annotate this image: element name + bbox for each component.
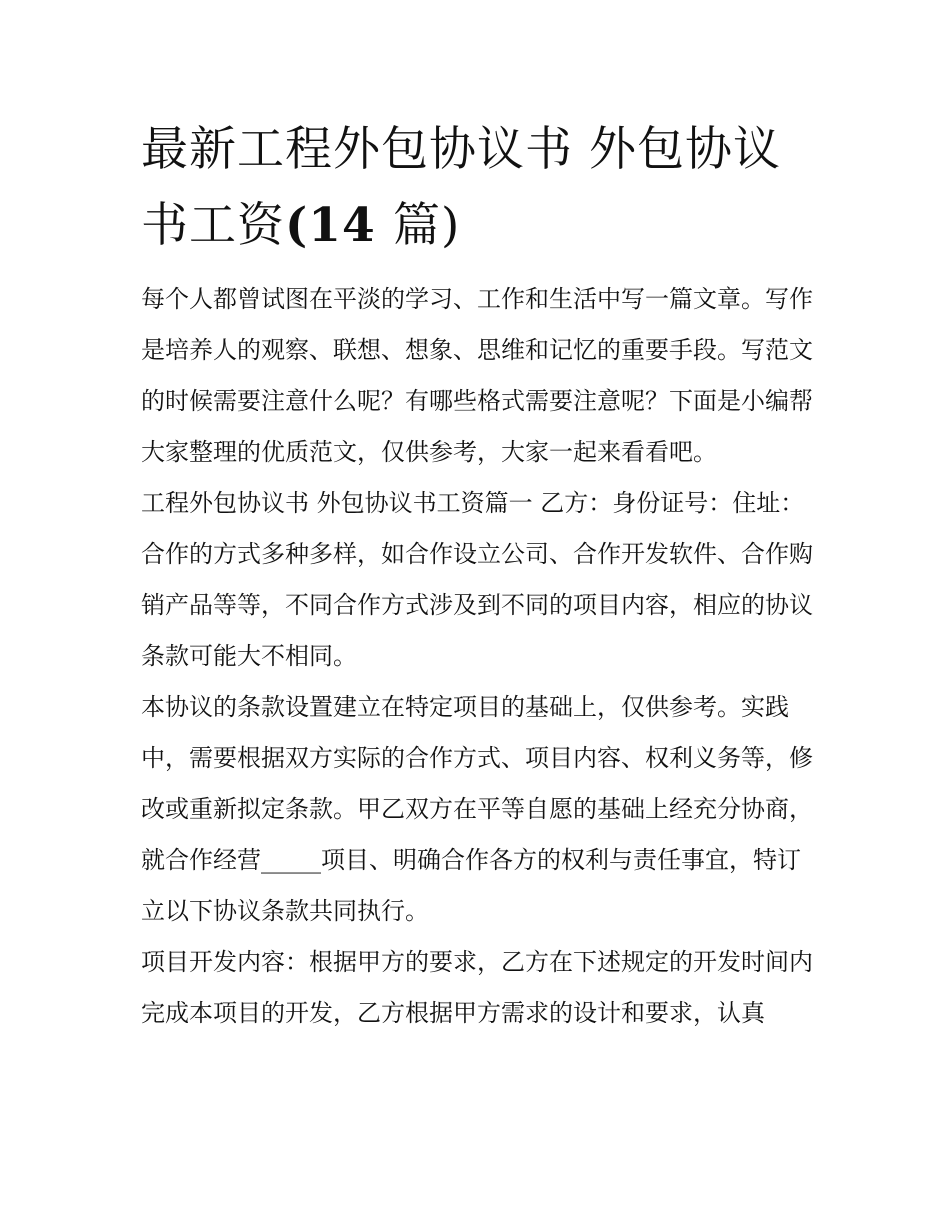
title-count: (14 bbox=[285, 198, 394, 253]
document-page bbox=[141, 112, 813, 1039]
terms-paragraph: 本协议的条款设置建立在特定项目的基础上，仅供参考。实践中，需要根据双方实际的合作方式、项目内容、权利义务等，修改或重新拟定条款。甲乙双方在平等自愿的基础上经充分协商，就合作经营_____项目、明确合作各方的权利与责任事宜，特订立以下协议条款共同执行。 bbox=[141, 693, 813, 925]
document-title bbox=[141, 112, 813, 264]
project-content-paragraph: 项目开发内容：根据甲方的要求，乙方在下述规定的开发时间内完成本项目的开发，乙方根据甲方需求的设计和要求，认真 bbox=[141, 948, 813, 1027]
section-heading-paragraph: 工程外包协议书 外包协议书工资篇一 乙方：身份证号：住址： bbox=[141, 489, 805, 517]
title-line-2-suffix: 篇) bbox=[393, 198, 461, 253]
intro-paragraph: 每个人都曾试图在平淡的学习、工作和生活中写一篇文章。写作是培养人的观察、联想、想象、思维和记忆的重要手段。写范文的时候需要注意什么呢？有哪些格式需要注意呢？下面是小编帮大家整理的优质范文，仅供参考，大家一起来看看吧。 bbox=[141, 285, 813, 466]
title-line-1: 最新工程外包协议书 外包协议 bbox=[141, 122, 781, 177]
cooperation-paragraph: 合作的方式多种多样，如合作设立公司、合作开发软件、合作购销产品等等，不同合作方式涉及到不同的项目内容，相应的协议条款可能大不相同。 bbox=[141, 540, 813, 670]
title-line-2-prefix: 书工资 bbox=[141, 198, 285, 253]
